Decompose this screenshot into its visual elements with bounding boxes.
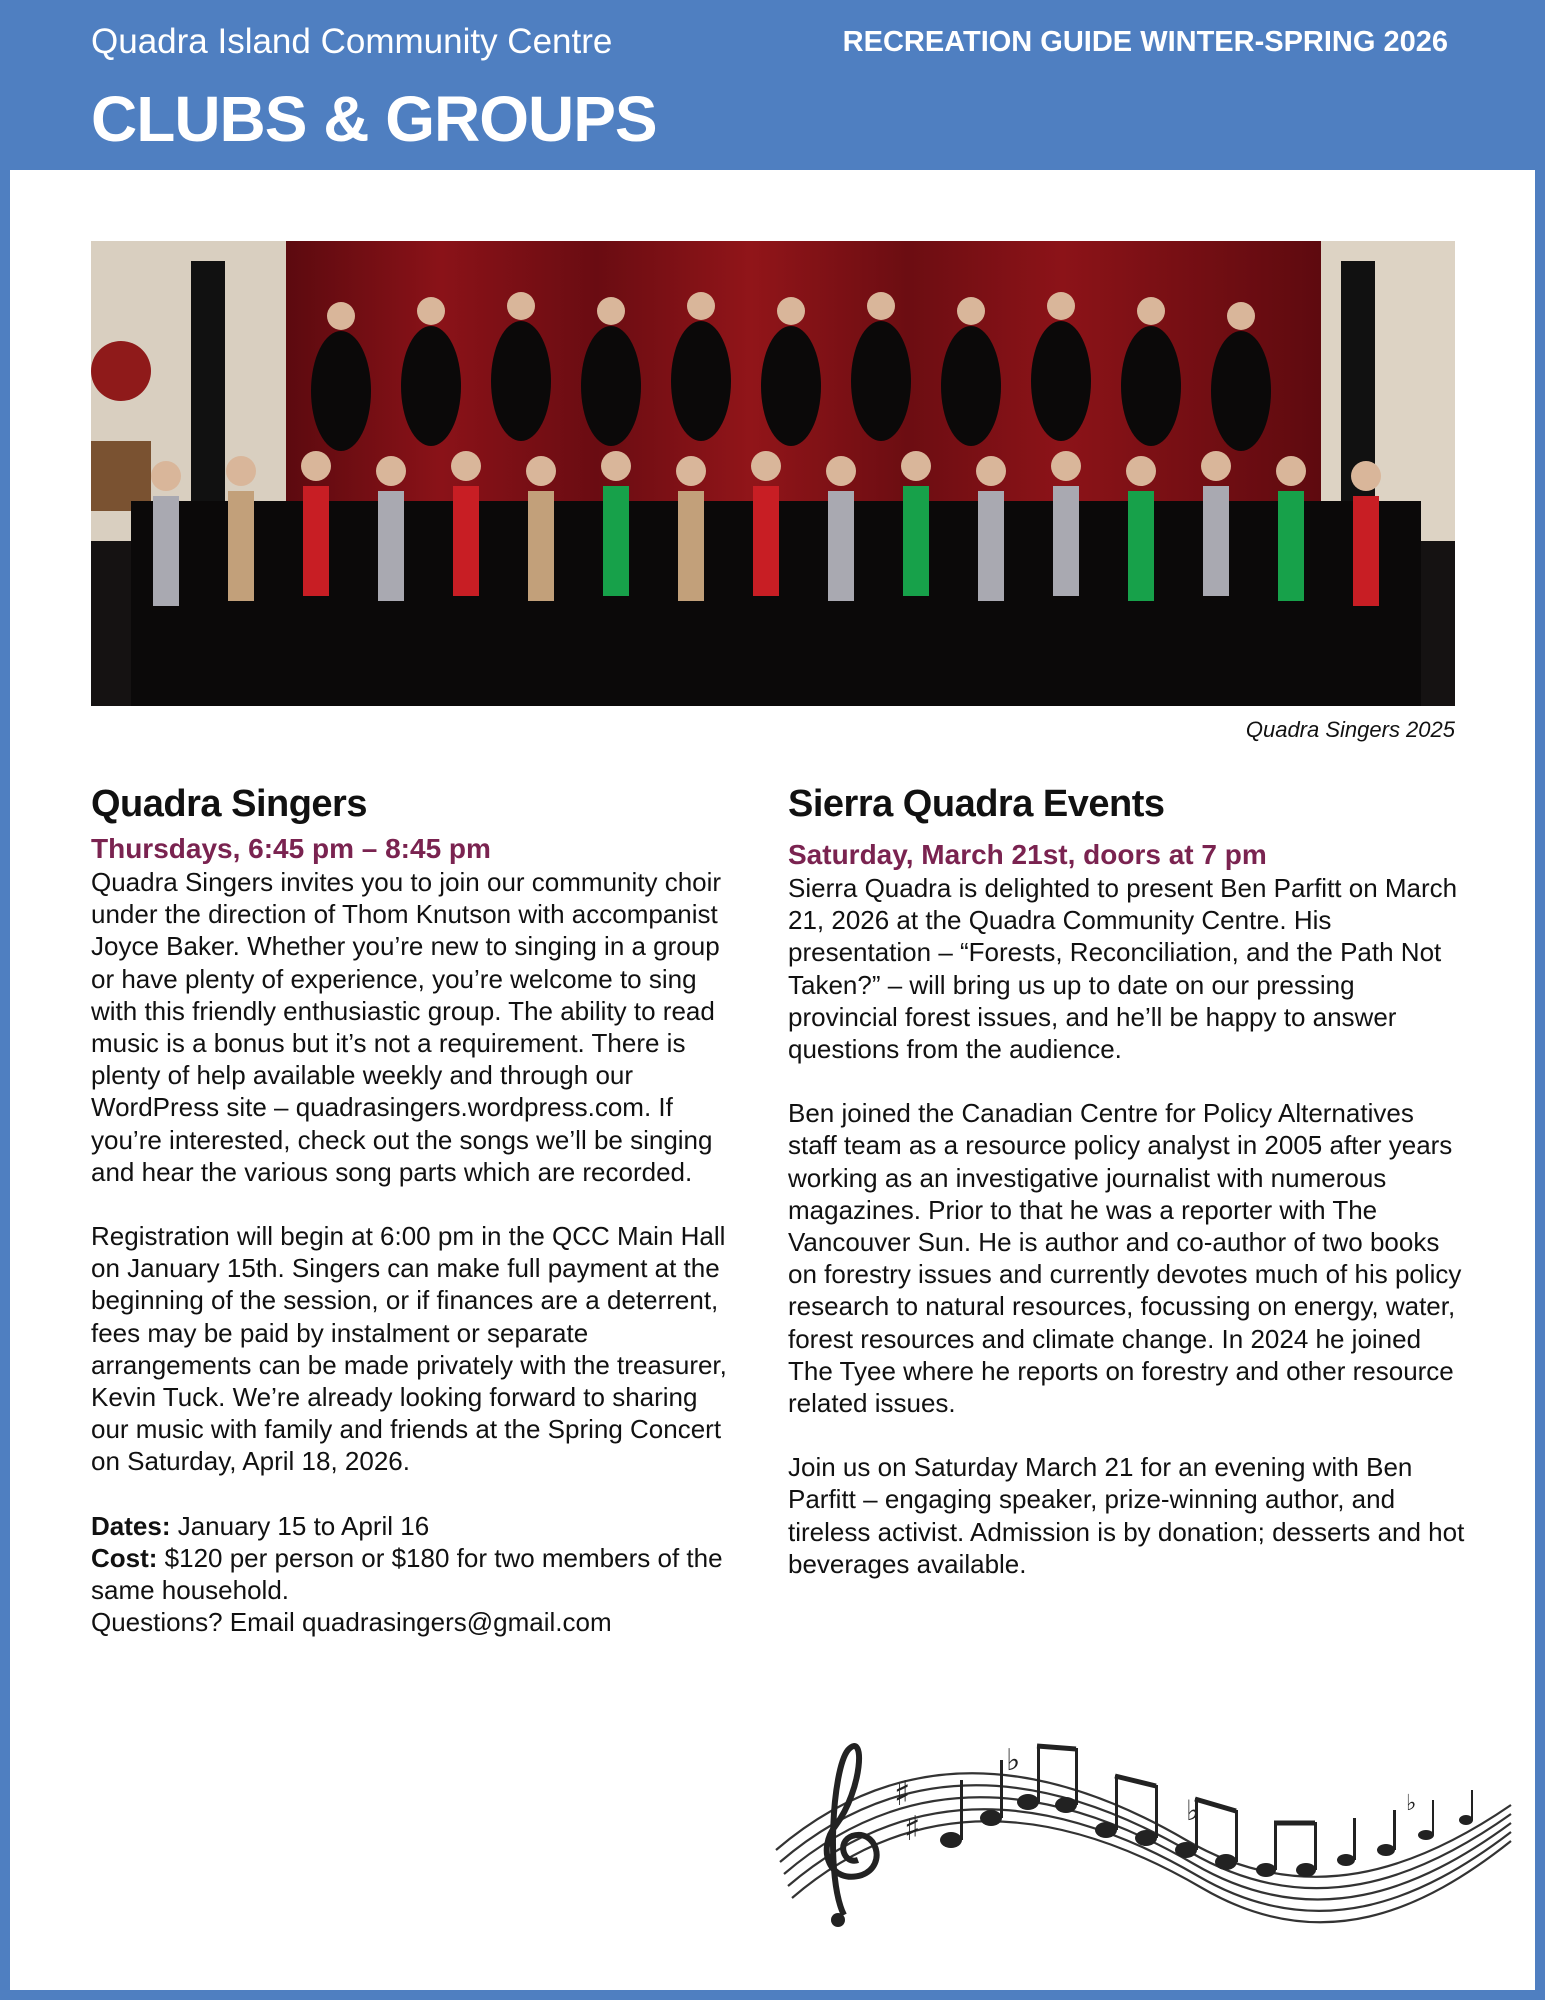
choir-photo [91,241,1455,706]
quadra-singers-title: Quadra Singers [91,783,367,825]
photo-caption: Quadra Singers 2025 [1245,717,1455,742]
questions-contact: Questions? Email quadrasingers@gmail.com [91,1607,612,1638]
svg-text:♭: ♭ [1006,1743,1021,1778]
cost-value: $120 per person or $180 for two members of the same household. [91,1542,723,1606]
quadra-singers-schedule: Thursdays, 6:45 pm – 8:45 pm [91,833,491,864]
guide-title: RECREATION GUIDE WINTER-SPRING 2026 [842,26,1448,58]
quadra-singers-details [91,1510,731,1639]
quadra-singers-registration: Registration will begin at 6:00 pm in the QCC Main Hall on January 15th. Singers can make full payment at the beginning of the session, or if finances are a deterrent, fees may be paid by instalment or separate arrangements can be made privately with the treasurer, Kevin Tuck. We’re already looking forward to sharing our music with family and friends at the Spring Concert on Saturday, April 18, 2026. [91,1221,727,1477]
cost-label: Cost: [91,1542,158,1573]
choir-photo-image [91,241,1455,706]
organization-name: Quadra Island Community Centre [91,22,613,61]
sierra-quadra-paragraph-2: Ben joined the Canadian Centre for Policy Alternatives staff team as a resource policy analyst in 2005 after years working as an investigative journalist with numerous magazines. Prior to that he was a reporter with The Vancouver Sun. He is author and co-author of two books on forestry issues and currently devotes much of his policy research to natural resources, focussing on energy, water, forest resources and climate change. In 2024 he joined The Tyee where he reports on forestry and other resource related issues. [788,1098,1462,1419]
svg-text:♯: ♯ [904,1809,921,1849]
sierra-quadra-paragraph-3: Join us on Saturday March 21 for an evening with Ben Parfitt – engaging speaker, prize-winning author, and tireless activist. Admission is by donation; desserts and hot beverages available. [788,1452,1465,1579]
svg-text:♭: ♭ [1186,1794,1200,1827]
dates-value: January 15 to April 16 [170,1510,430,1541]
music-staff-icon [766,1710,1516,1960]
sierra-quadra-paragraph-1: Sierra Quadra is delighted to present Ben Parfitt on March 21, 2026 at the Quadra Community Centre. His presentation – “Forests, Reconciliation, and the Path Not Taken?” – will bring us up to date on our pressing provincial forest issues, and he’ll be happy to answer questions from the audience. [788,873,1458,1065]
svg-text:♯: ♯ [894,1774,911,1814]
music-staff-drawing [766,1710,1516,1960]
sierra-quadra-article [788,780,1468,1580]
header-band [0,0,1545,170]
svg-text:♭: ♭ [1406,1791,1417,1816]
dates-label: Dates: [91,1510,171,1541]
section-title: CLUBS & GROUPS [91,83,657,155]
page-content [10,170,1535,1990]
quadra-singers-intro: Quadra Singers invites you to join our community choir under the direction of Thom Knutson with accompanist Joyce Baker. Whether you’re new to singing in a group or have plenty of experience, you’re welcome to sing with this friendly enthusiastic group. The ability to read music is a bonus but it’s not a requirement. There is plenty of help available weekly and through our WordPress site – quadrasingers.wordpress.com. If you’re interested, check out the songs we’ll be singing and hear the various song parts which are recorded. [91,867,722,1187]
sierra-quadra-schedule: Saturday, March 21st, doors at 7 pm [788,839,1267,870]
sierra-quadra-title: Sierra Quadra Events [788,783,1165,825]
quadra-singers-article [91,780,731,1638]
